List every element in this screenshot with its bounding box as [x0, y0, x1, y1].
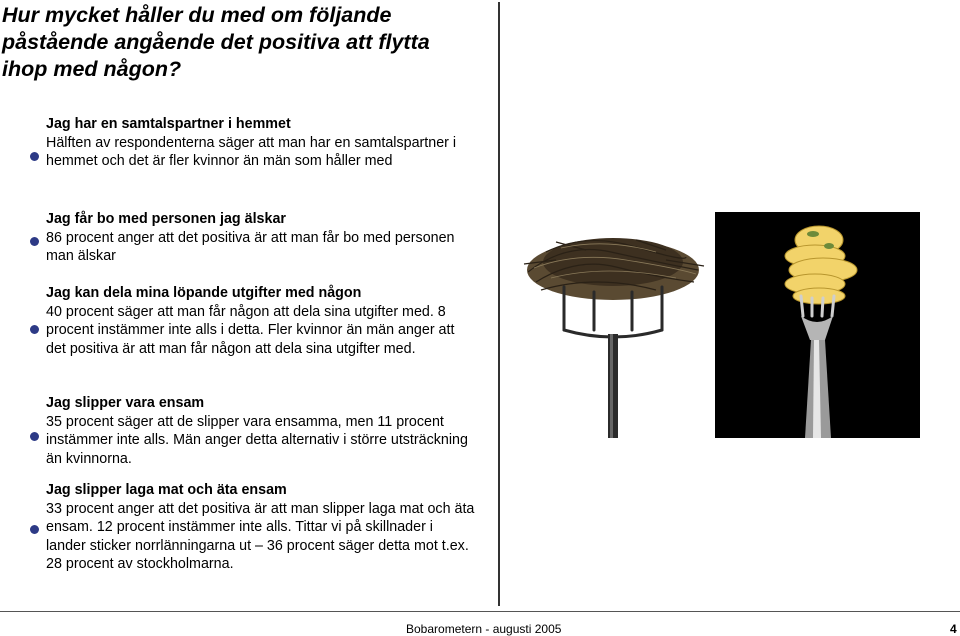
- item-heading: Jag kan dela mina löpande utgifter med någon: [46, 285, 362, 301]
- vertical-divider: [498, 2, 500, 606]
- item-body: 86 procent anger att det positiva är att man får bo med personen man älskar: [46, 229, 455, 265]
- item-body: 35 procent säger att de slipper vara ensamma, men 11 procent instämmer inte alls. Män anger detta alternativ i större utsträckning än kvinnorna.: [46, 413, 468, 467]
- pitchfork-illustration: [516, 212, 710, 438]
- item-heading: Jag slipper vara ensam: [46, 395, 205, 411]
- bullet-dot: [30, 432, 39, 441]
- item-heading: Jag slipper laga mat och äta ensam: [46, 482, 287, 498]
- footer-divider: [0, 611, 960, 612]
- page-number: 4: [950, 622, 957, 636]
- fork-illustration: [715, 212, 920, 438]
- bullet-dot: [30, 152, 39, 161]
- list-item: [46, 481, 476, 574]
- fork-with-pasta-photo: [715, 212, 920, 438]
- item-body: 40 procent säger att man får någon att dela sina utgifter med. 8 procent instämmer inte alls i detta. Fler kvinnor än män anger att det positiva är att man får någon att dela sina utgifter med.: [46, 303, 455, 357]
- slide-title: Hur mycket håller du med om följande påstående angående det positiva att flytta ihop med någon?: [2, 3, 430, 81]
- item-body: Hälften av respondenterna säger att man har en samtalspartner i hemmet och det är fler kvinnor än män som håller med: [46, 134, 457, 170]
- bullet-dot: [30, 525, 39, 534]
- list-item: [46, 115, 476, 171]
- item-heading: Jag får bo med personen jag älskar: [46, 211, 286, 227]
- footer-source: Bobarometern - augusti 2005: [406, 622, 562, 636]
- item-heading: Jag har en samtalspartner i hemmet: [46, 116, 291, 132]
- list-item: [46, 210, 476, 266]
- item-body: 33 procent anger att det positiva är att man slipper laga mat och äta ensam. 12 procent instämmer inte alls. Tittar vi på skillnader i lander sticker norrlänningarna ut – 36 procent säger detta mot t.ex. 28 procent av stockholmarna.: [46, 500, 475, 573]
- bullet-dot: [30, 325, 39, 334]
- pitchfork-with-hay-photo: [516, 212, 710, 438]
- bullet-dot: [30, 237, 39, 246]
- list-item: [46, 284, 476, 358]
- list-item: [46, 394, 476, 468]
